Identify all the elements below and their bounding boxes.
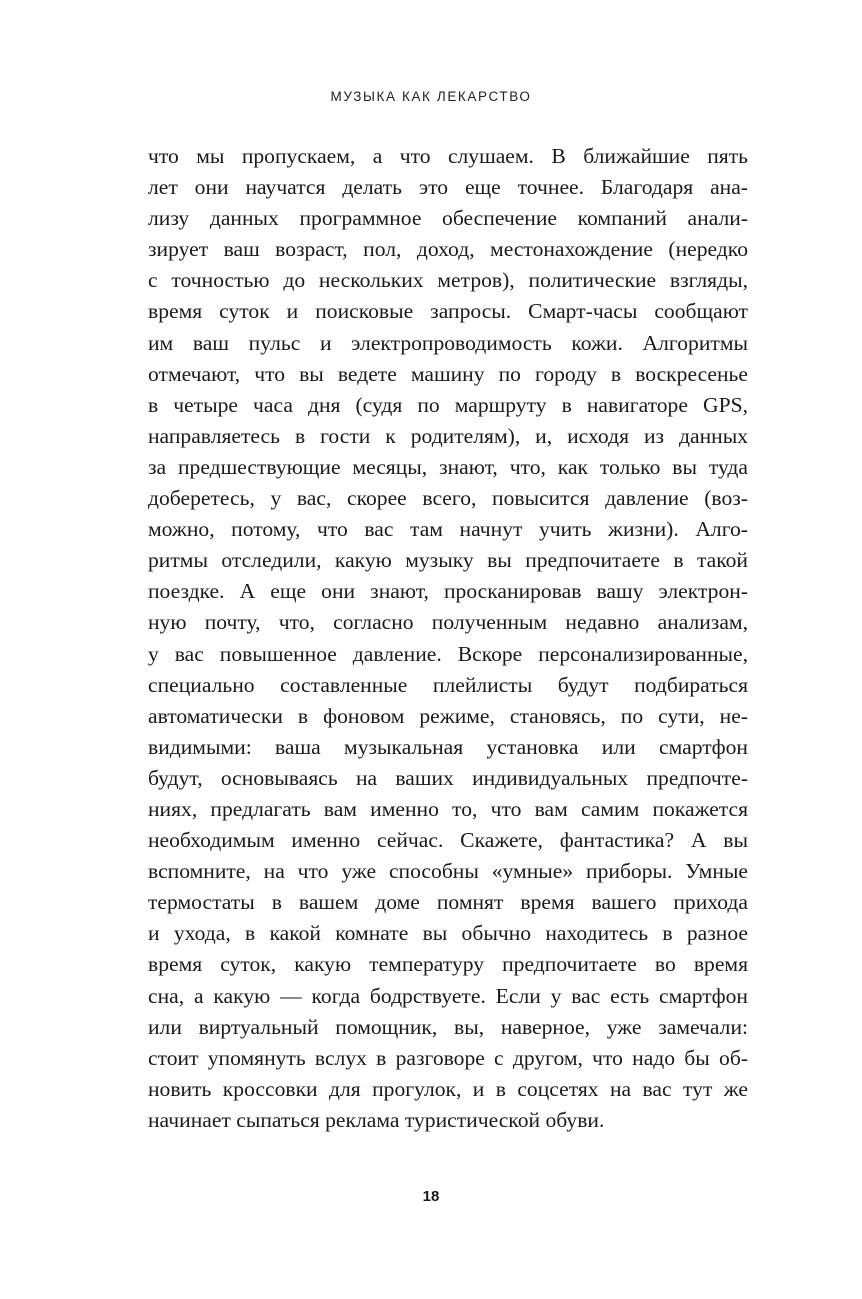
- text-line: ритмы отследили, какую музыку вы предпочитаете в такой: [148, 548, 748, 573]
- running-header: МУЗЫКА КАК ЛЕКАРСТВО: [330, 89, 532, 104]
- text-line: время суток, какую температуру предпочитаете во время: [148, 952, 748, 977]
- text-line: автоматически в фоновом режиме, становясь, по сути, не-: [148, 703, 748, 728]
- text-line: и ухода, в какой комнате вы обычно находитесь в разное: [148, 921, 748, 946]
- text-line: доберетесь, у вас, скорее всего, повысится давление (воз-: [148, 486, 748, 511]
- text-line: будут, основываясь на ваших индивидуальных предпочте-: [148, 765, 748, 790]
- text-line: у вас повышенное давление. Вскоре персонализированные,: [148, 641, 748, 666]
- text-line: новить кроссовки для прогулок, и в соцсетях на вас тут же: [148, 1076, 748, 1101]
- text-line: что мы пропускаем, а что слушаем. В ближайшие пять: [148, 144, 748, 168]
- page-number: 18: [422, 1188, 440, 1205]
- text-line: им ваш пульс и электропроводимость кожи. Алгоритмы: [148, 330, 748, 355]
- body-paragraph: [148, 141, 748, 1136]
- text-line: в четыре часа дня (судя по маршруту в навигаторе GPS,: [148, 392, 748, 417]
- text-line: за предшествующие месяцы, знают, что, как только вы туда: [148, 454, 748, 479]
- text-line: ную почту, что, согласно полученным недавно анализам,: [148, 610, 748, 635]
- text-line: лет они научатся делать это еще точнее. Благодаря ана-: [148, 175, 748, 200]
- text-line: специально составленные плейлисты будут подбираться: [148, 672, 748, 697]
- text-line: необходимым именно сейчас. Скажете, фантастика? А вы: [148, 828, 748, 853]
- text-line: лизу данных программное обеспечение компаний анали-: [148, 206, 748, 231]
- text-line: направляетесь в гости к родителям), и, исходя из данных: [148, 423, 748, 448]
- text-line: стоит упомянуть вслух в разговоре с другом, что надо бы об-: [148, 1045, 748, 1070]
- text-line: начинает сыпаться реклама туристической обуви.: [148, 1107, 605, 1132]
- text-line: отмечают, что вы ведете машину по городу в воскресенье: [148, 361, 748, 386]
- text-line: время суток и поисковые запросы. Смарт-часы сообщают: [148, 299, 748, 324]
- text-line: сна, а какую — когда бодрствуете. Если у вас есть смартфон: [148, 983, 748, 1008]
- text-line: термостаты в вашем доме помнят время вашего прихода: [148, 890, 748, 915]
- text-line: поездке. А еще они знают, просканировав вашу электрон-: [148, 579, 748, 604]
- text-line: зирует ваш возраст, пол, доход, местонахождение (нередко: [148, 237, 748, 262]
- text-line: ниях, предлагать вам именно то, что вам самим покажется: [148, 796, 748, 821]
- text-line: видимыми: ваша музыкальная установка или смартфон: [148, 734, 748, 759]
- text-line: или виртуальный помощник, вы, наверное, уже замечали:: [148, 1014, 748, 1039]
- text-line: вспомните, на что уже способны «умные» приборы. Умные: [148, 859, 748, 884]
- text-line: с точностью до нескольких метров), политические взгляды,: [148, 268, 748, 293]
- text-line: можно, потому, что вас там начнут учить жизни). Алго-: [148, 517, 748, 542]
